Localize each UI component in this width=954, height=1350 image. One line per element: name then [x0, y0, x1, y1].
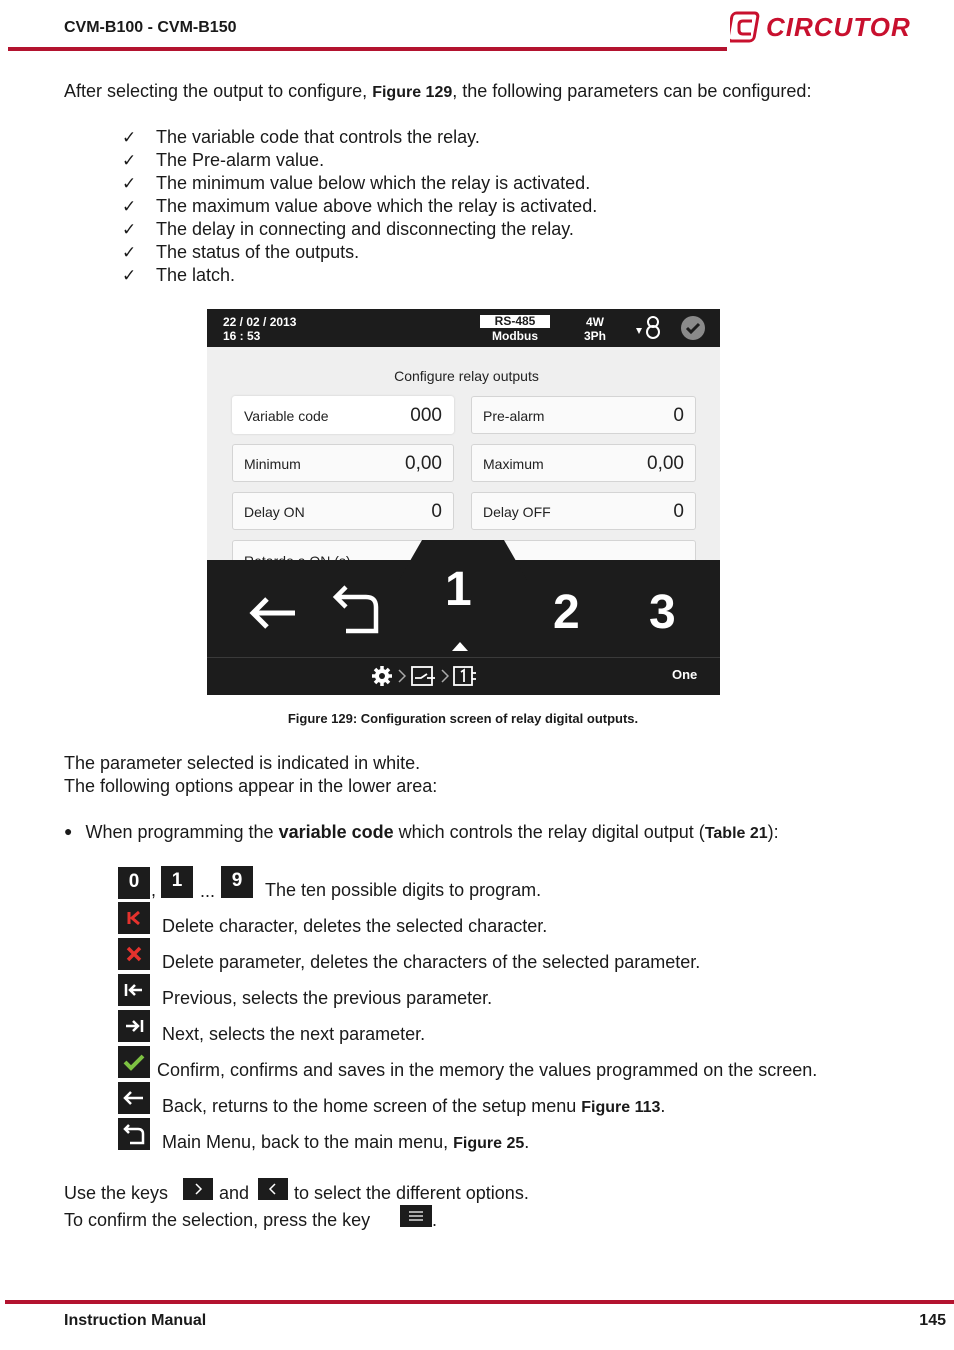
time: 16 : 53 — [223, 329, 261, 343]
field-label: Delay OFF — [483, 504, 551, 520]
option-digits-text: The ten possible digits to program. — [265, 880, 542, 900]
field-value: 000 — [410, 405, 442, 426]
footer-rule — [5, 1300, 954, 1304]
list-item: ✓ The minimum value below which the relay is activated. — [122, 173, 591, 193]
screen-title: Configure relay outputs — [394, 368, 539, 384]
option-next: Next, selects the next parameter. — [162, 1024, 426, 1044]
keypad-divider — [207, 657, 720, 658]
figure-ref: Figure 129 — [372, 84, 453, 101]
field-variable-code[interactable] — [232, 396, 454, 434]
check-icon: ✓ — [122, 243, 137, 262]
field-value: 0 — [431, 501, 442, 522]
check-icon: ✓ — [122, 220, 137, 239]
option-confirm: Confirm, confirms and saves in the memory the values programmed on the screen. — [157, 1060, 818, 1080]
footer-manual-label: Instruction Manual — [64, 1312, 207, 1329]
option-main-menu: Main Menu, back to the main menu, Figure 25. — [162, 1132, 530, 1152]
comm-badge: RS-485 — [480, 315, 550, 328]
main-menu-icon[interactable] — [332, 583, 382, 640]
delete-parameter-icon — [118, 938, 150, 970]
header-rule — [8, 47, 727, 51]
chevron-right-icon — [441, 669, 449, 688]
device-screen-figure — [207, 309, 720, 695]
previous-icon — [118, 974, 150, 1006]
list-item: ✓ The Pre-alarm value. — [122, 150, 325, 170]
comm-protocol: Modbus — [492, 329, 538, 343]
left-key-icon — [258, 1178, 288, 1200]
main-menu-key-icon — [118, 1118, 150, 1150]
option-delete-character: Delete character, deletes the selected character. — [162, 916, 548, 936]
circutor-logo — [730, 10, 910, 44]
intro-text: After selecting the output to configure, — [64, 81, 373, 101]
period: . — [432, 1210, 438, 1230]
right-key-icon — [183, 1178, 213, 1200]
bullet-item: ● When programming the variable code which controls the relay digital output (Table 21): — [64, 822, 779, 842]
keys-text-start: Use the keys — [64, 1183, 169, 1203]
menu-key-icon — [400, 1205, 432, 1227]
text-line: The parameter selected is indicated in white. — [64, 753, 421, 773]
digit-key-1: 1 — [161, 866, 193, 898]
logo-wordmark: CIRCUTOR — [766, 12, 911, 42]
field-value: 0,00 — [647, 453, 684, 474]
back-icon — [118, 1082, 150, 1114]
caret-up-icon — [452, 638, 468, 656]
option-delete-parameter: Delete parameter, deletes the characters of the selected parameter. — [162, 952, 701, 972]
date: 22 / 02 / 2013 — [223, 315, 297, 329]
wiring-indicator: 4W 3Ph — [583, 315, 606, 343]
confirm-icon — [118, 1046, 150, 1078]
delete-character-icon — [118, 902, 150, 934]
bold-term: variable code — [278, 822, 394, 842]
field-value: 0 — [673, 501, 684, 522]
option-back: Back, returns to the home screen of the setup menu Figure 113. — [162, 1096, 666, 1116]
field-value: 0 — [673, 405, 684, 426]
document-header-title: CVM-B100 - CVM-B150 — [64, 19, 237, 36]
digit-key-0: 0 — [118, 867, 150, 899]
confirm-selection-text: To confirm the selection, press the key — [64, 1210, 371, 1230]
relay-output-icon — [411, 665, 437, 692]
figure-ref: Figure 113 — [581, 1099, 661, 1116]
back-arrow-icon[interactable] — [247, 593, 299, 638]
check-icon: ✓ — [122, 266, 137, 285]
field-label: Pre-alarm — [483, 408, 545, 424]
figure-caption: Figure 129: Configuration screen of relay digital outputs. — [287, 711, 639, 726]
output-1-icon — [453, 665, 477, 692]
list-item: ✓ The variable code that controls the relay. — [122, 127, 480, 147]
intro-paragraph — [64, 80, 811, 104]
field-label: Variable code — [244, 408, 329, 424]
field-label: Delay ON — [244, 504, 305, 520]
list-item: ✓ The status of the outputs. — [122, 242, 360, 262]
field-maximum[interactable] — [471, 444, 696, 482]
page-number: 145 — [919, 1312, 946, 1329]
field-delay-on[interactable] — [232, 492, 454, 530]
digit-key-9: 9 — [221, 866, 253, 898]
check-icon: ✓ — [122, 128, 137, 147]
keypad-digit-1[interactable]: 1 — [445, 563, 472, 616]
check-icon: ✓ — [122, 174, 137, 193]
ellipsis: ... — [200, 881, 216, 901]
keypad-mode-label: One — [672, 667, 698, 682]
list-item: ✓ The delay in connecting and disconnecting the relay. — [122, 219, 574, 239]
table-ref: Table 21 — [704, 825, 768, 842]
separator-comma: , — [151, 880, 157, 900]
status-bar — [207, 309, 720, 347]
chevron-right-icon — [398, 669, 406, 688]
list-item: ✓ The latch. — [122, 265, 236, 285]
field-label: Maximum — [483, 456, 544, 472]
confirm-status-icon — [681, 316, 705, 340]
text-line: The following options appear in the lower area: — [64, 776, 438, 796]
intro-text-end: , the following parameters can be configured: — [452, 81, 812, 101]
check-icon: ✓ — [122, 151, 137, 170]
date-time — [223, 315, 296, 343]
keypad-digit-2[interactable]: 2 — [553, 586, 580, 639]
field-label: Minimum — [244, 456, 301, 472]
parameter-checklist — [122, 126, 597, 287]
list-item: ✓ The maximum value above which the relay is activated. — [122, 196, 598, 216]
figure-ref: Figure 25 — [453, 1135, 525, 1152]
option-previous: Previous, selects the previous parameter. — [162, 988, 493, 1008]
gear-icon — [371, 665, 393, 692]
relay-status-icon — [633, 314, 665, 346]
keys-text-end: to select the different options. — [294, 1183, 529, 1203]
field-value: 0,00 — [405, 453, 442, 474]
bullet-icon: ● — [64, 823, 73, 839]
field-delay-off[interactable] — [471, 492, 696, 530]
keys-text-and: and — [219, 1183, 250, 1203]
keypad-digit-3[interactable]: 3 — [649, 586, 676, 639]
field-minimum[interactable] — [232, 444, 454, 482]
next-icon — [118, 1010, 150, 1042]
check-icon: ✓ — [122, 197, 137, 216]
field-pre-alarm[interactable] — [471, 396, 696, 434]
selected-info-paragraph — [64, 752, 437, 797]
